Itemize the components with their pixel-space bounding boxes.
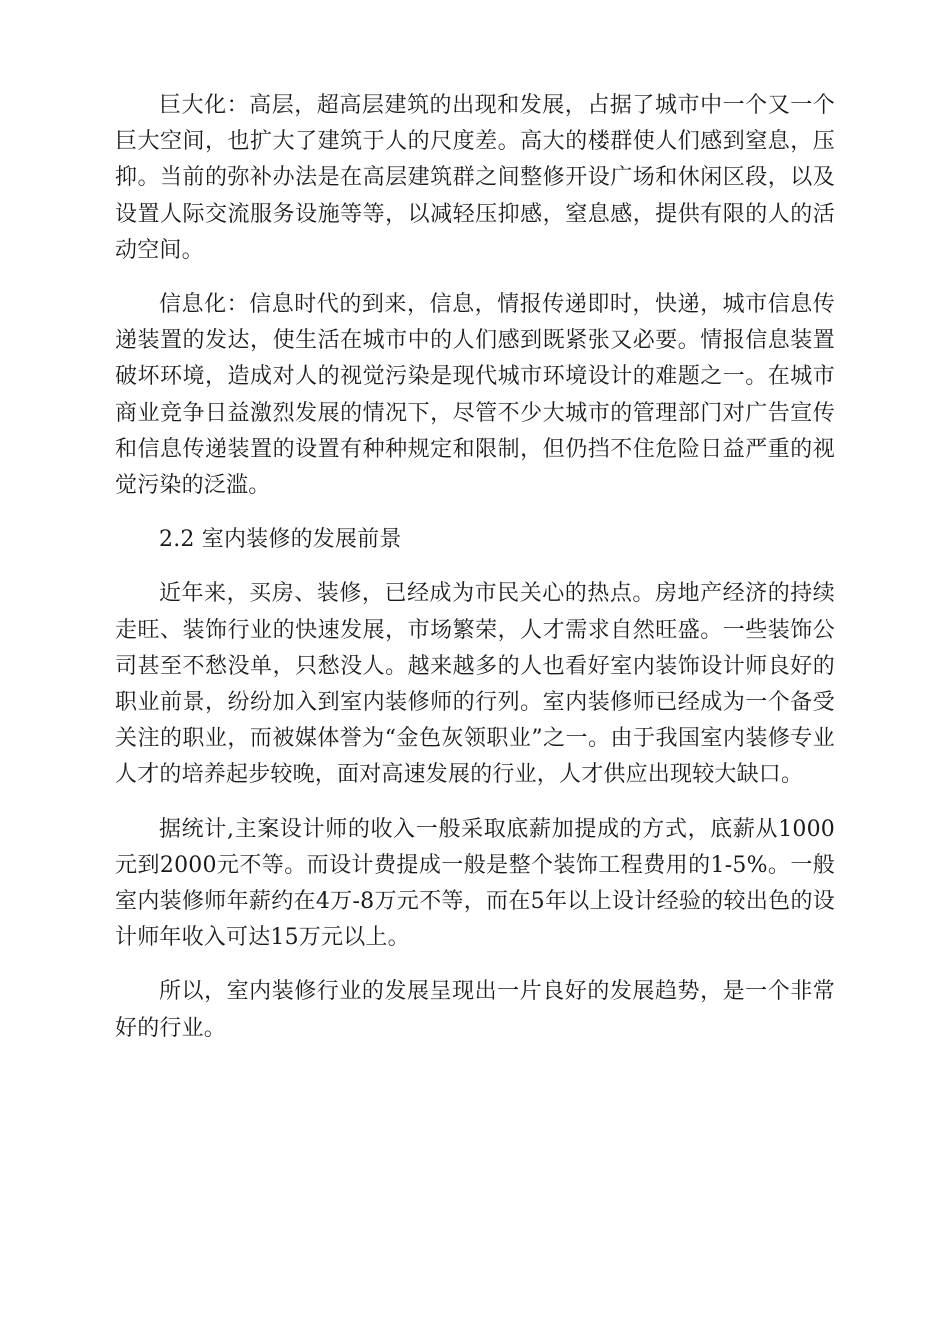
- paragraph-gigantism: 巨大化：高层，超高层建筑的出现和发展，占据了城市中一个又一个巨大空间，也扩大了建筑于人的尺度差。高大的楼群使人们感到窒息，压抑。当前的弥补办法是在高层建筑群之间整修开设广场和休闲区段，以及设置人际交流服务设施等等，以减轻压抑感，窒息感，提供有限的人的活动空间。: [115, 93, 835, 263]
- paragraph-salary-statistics: 据统计,主案设计师的收入一般采取底薪加提成的方式，底薪从1000元到2000元不等。而设计费提成一般是整个装饰工程费用的1-5%。一般室内装修师年薪约在4万-8万元不等，而在5年以上设计经验的较出色的设计师年收入可达15万元以上。: [115, 816, 835, 951]
- section-heading: 2.2 室内装修的发展前景: [159, 527, 402, 553]
- paragraph-informatization: 信息化：信息时代的到来，信息，情报传递即时，快递，城市信息传递装置的发达，使生活在城市中的人们感到既紧张又必要。情报信息装置破坏环境，造成对人的视觉污染是现代城市环境设计的难题之一。在城市商业竞争日益激烈发展的情况下，尽管不少大城市的管理部门对广告宣传和信息传递装置的设置有种种规定和限制，但仍挡不住危险日益严重的视觉污染的泛滥。: [115, 292, 835, 499]
- document-page: [115, 88, 835, 1065]
- paragraph-conclusion: 所以，室内装修行业的发展呈现出一片良好的发展趋势，是一个非常好的行业。: [115, 979, 835, 1041]
- paragraph-industry-outlook: 近年来，买房、装修，已经成为市民关心的热点。房地产经济的持续走旺、装饰行业的快速发展，市场繁荣，人才需求自然旺盛。一些装饰公司甚至不愁没单，只愁没人。越来越多的人也看好室内装饰设计师良好的职业前景，纷纷加入到室内装修师的行列。室内装修师已经成为一个备受关注的职业，而被媒体誉为“金色灰领职业”之一。由于我国室内装修专业人才的培养起步较晚，面对高速发展的行业，人才供应出现较大缺口。: [115, 581, 835, 788]
